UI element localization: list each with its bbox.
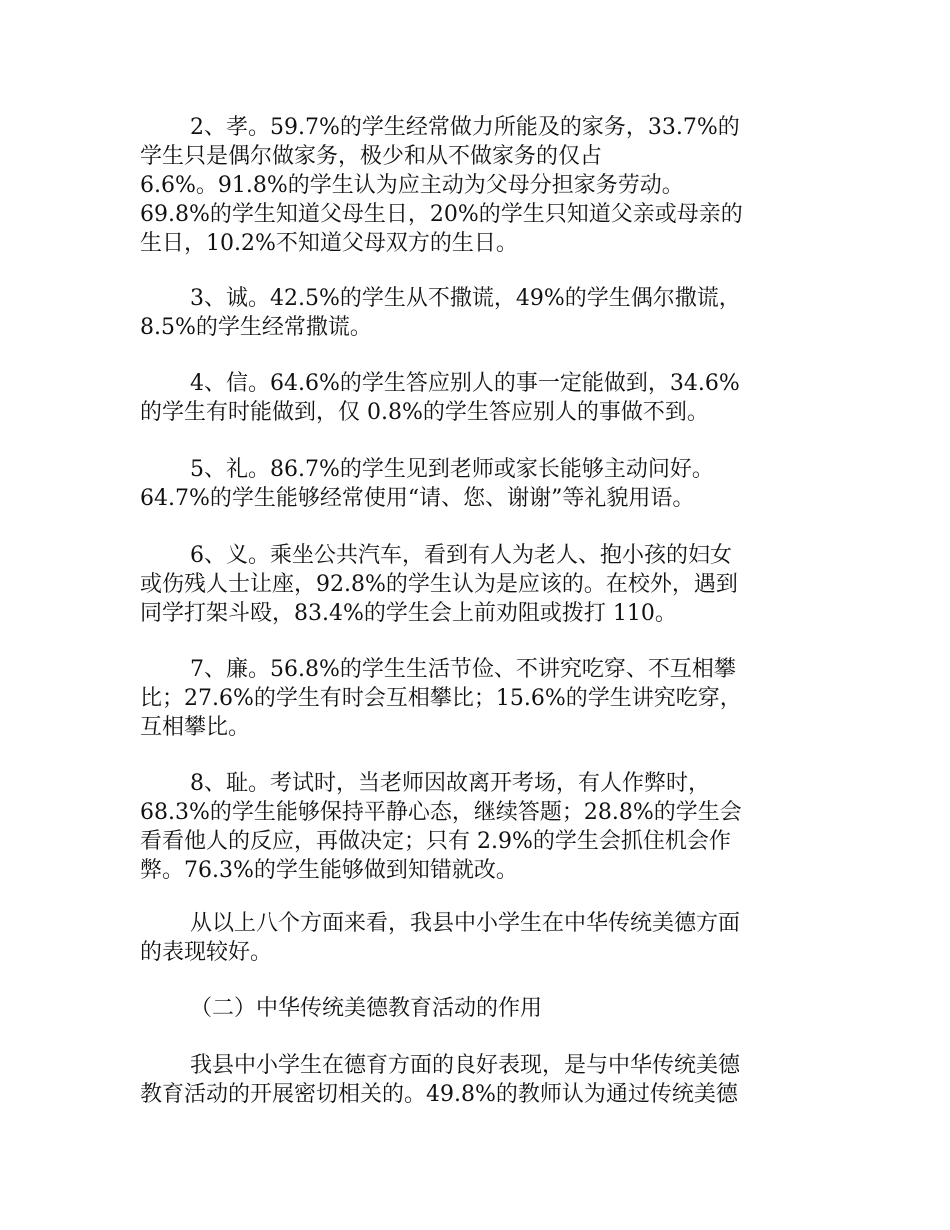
paragraph-line: 64.7%的学生能够经常使用“请、您、谢谢”等礼貌用语。	[140, 486, 695, 511]
paragraph-line: 5、礼。86.7%的学生见到老师或家长能够主动问好。	[190, 457, 714, 482]
paragraph-line: 4、信。64.6%的学生答应别人的事一定能做到，34.6%	[190, 371, 740, 396]
paragraph-line: 6.6%。91.8%的学生认为应主动为父母分担家务劳动。	[140, 173, 684, 198]
paragraph-line: 8.5%的学生经常撒谎。	[140, 315, 372, 340]
paragraph-line: 生日，10.2%不知道父母双方的生日。	[140, 231, 518, 256]
paragraph-line: 7、廉。56.8%的学生生活节俭、不讲究吃穿、不互相攀	[190, 657, 736, 682]
paragraph-line: 我县中小学生在德育方面的良好表现，是与中华传统美德	[190, 1053, 741, 1078]
paragraph-line: 从以上八个方面来看，我县中小学生在中华传统美德方面	[190, 911, 741, 936]
paragraph-line: 学生只是偶尔做家务，极少和从不做家务的仅占	[140, 144, 603, 169]
paragraph-line: 8、耻。考试时，当老师因故离开考场，有人作弊时，	[190, 771, 710, 796]
paragraph-yi	[140, 541, 815, 628]
paragraph-line: 的学生有时能做到，仅 0.8%的学生答应别人的事做不到。	[140, 400, 709, 425]
paragraph-line: 3、诚。42.5%的学生从不撒谎，49%的学生偶尔撒谎，	[190, 286, 741, 311]
paragraph-line: 同学打架斗殴，83.4%的学生会上前劝阻或拨打 110。	[140, 601, 677, 626]
paragraph-xiao	[140, 113, 815, 258]
section-heading	[140, 994, 815, 1023]
paragraph-chi	[140, 769, 815, 885]
section-heading-text: （二）中华传统美德教育活动的作用	[190, 996, 543, 1021]
paragraph-line: 教育活动的开展密切相关的。49.8%的教师认为通过传统美德	[140, 1082, 738, 1107]
paragraph-line: 弊。76.3%的学生能够做到知错就改。	[140, 858, 518, 883]
paragraph-line: 6、义。乘坐公共汽车，看到有人为老人、抱小孩的妇女	[190, 543, 732, 568]
paragraph-line: 的表现较好。	[140, 940, 273, 965]
paragraph-line: 68.3%的学生能够保持平静心态，继续答题；28.8%的学生会	[140, 800, 742, 825]
paragraph-xin	[140, 369, 815, 427]
paragraph-summary	[140, 909, 815, 967]
paragraph-line: 或伤残人士让座，92.8%的学生认为是应该的。在校外，遇到	[140, 572, 738, 597]
paragraph-line: 互相攀比。	[140, 715, 251, 740]
paragraph-li	[140, 455, 815, 513]
paragraph-line: 69.8%的学生知道父母生日，20%的学生只知道父亲或母亲的	[140, 202, 743, 227]
paragraph-line: 比；27.6%的学生有时会互相攀比；15.6%的学生讲究吃穿，	[140, 686, 742, 711]
paragraph-line: 看看他人的反应，再做决定；只有 2.9%的学生会抓住机会作	[140, 829, 731, 854]
paragraph-line: 2、孝。59.7%的学生经常做力所能及的家务，33.7%的	[190, 115, 740, 140]
paragraph-cheng	[140, 284, 815, 342]
paragraph-effect	[140, 1051, 815, 1109]
paragraph-lian	[140, 655, 815, 742]
